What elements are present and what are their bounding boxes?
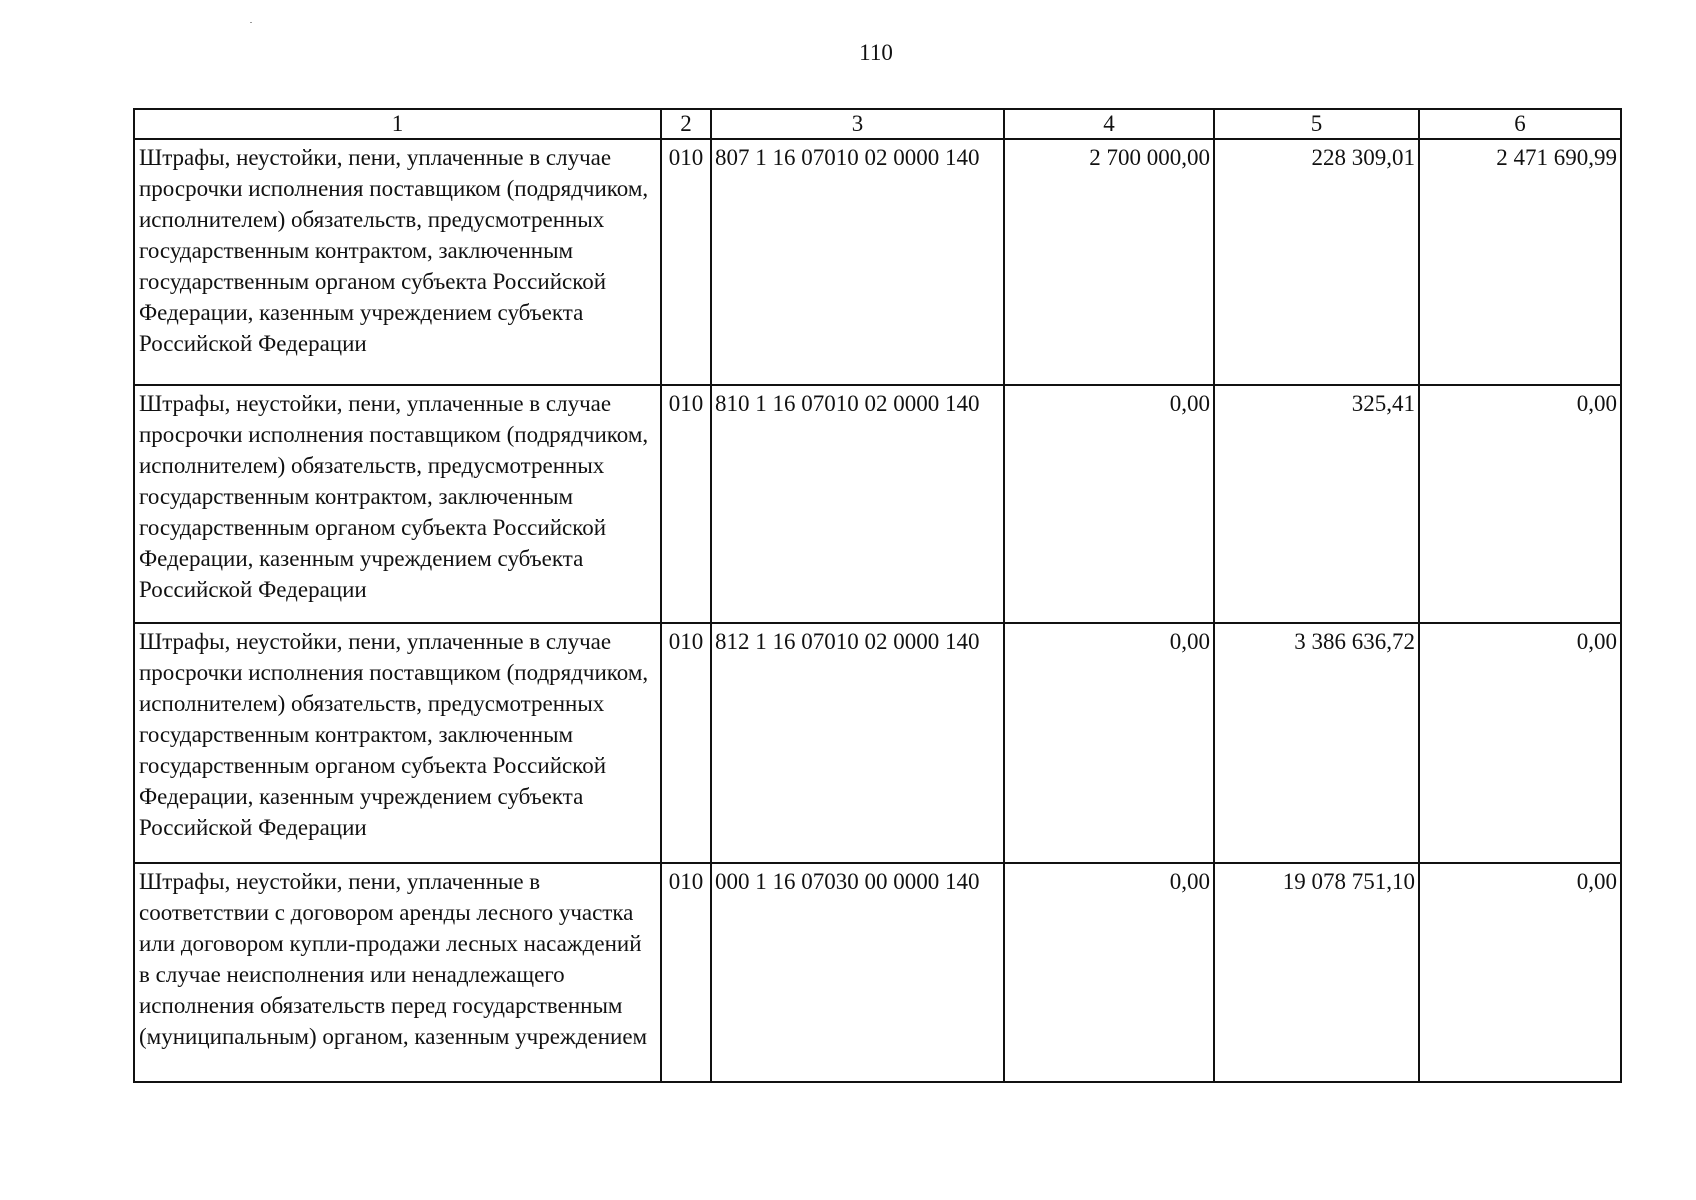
row-name: Штрафы, неустойки, пени, уплаченные в случае просрочки исполнения поставщиком (подрядчиком, исполнителем) обязательств, предусмотренных государственным контрактом, заключенным государственным органом субъекта Российской Федерации, казенным учреждением субъекта Российской Федерации bbox=[134, 139, 661, 385]
row-col6: 0,00 bbox=[1419, 623, 1621, 863]
row-name: Штрафы, неустойки, пени, уплаченные в случае просрочки исполнения поставщиком (подрядчиком, исполнителем) обязательств, предусмотренных государственным контрактом, заключенным государственным органом субъекта Российской Федерации, казенным учреждением субъекта Российской Федерации bbox=[134, 385, 661, 623]
table-row bbox=[134, 863, 1621, 1082]
header-col-2: 2 bbox=[661, 109, 711, 139]
row-kbk: 000 1 16 07030 00 0000 140 bbox=[711, 863, 1004, 1082]
row-kbk: 812 1 16 07010 02 0000 140 bbox=[711, 623, 1004, 863]
table-row bbox=[134, 385, 1621, 623]
revenue-table bbox=[133, 108, 1622, 1083]
row-kbk: 807 1 16 07010 02 0000 140 bbox=[711, 139, 1004, 385]
row-col5: 228 309,01 bbox=[1214, 139, 1419, 385]
header-col-4: 4 bbox=[1004, 109, 1214, 139]
row-col5: 19 078 751,10 bbox=[1214, 863, 1419, 1082]
header-col-3: 3 bbox=[711, 109, 1004, 139]
row-col5: 325,41 bbox=[1214, 385, 1419, 623]
row-col4: 0,00 bbox=[1004, 623, 1214, 863]
row-col5: 3 386 636,72 bbox=[1214, 623, 1419, 863]
row-col4: 2 700 000,00 bbox=[1004, 139, 1214, 385]
scan-speck bbox=[250, 22, 252, 23]
row-name: Штрафы, неустойки, пени, уплаченные в случае просрочки исполнения поставщиком (подрядчиком, исполнителем) обязательств, предусмотренных государственным контрактом, заключенным государственным органом субъекта Российской Федерации, казенным учреждением субъекта Российской Федерации bbox=[134, 623, 661, 863]
table-row bbox=[134, 139, 1621, 385]
row-code: 010 bbox=[661, 623, 711, 863]
row-col6: 0,00 bbox=[1419, 385, 1621, 623]
row-code: 010 bbox=[661, 863, 711, 1082]
row-kbk: 810 1 16 07010 02 0000 140 bbox=[711, 385, 1004, 623]
row-name: Штрафы, неустойки, пени, уплаченные в соответствии с договором аренды лесного участка или договором купли-продажи лесных насаждений в случае неисполнения или ненадлежащего исполнения обязательств перед государственным (муниципальным) органом, казенным учреждением bbox=[134, 863, 661, 1082]
row-code: 010 bbox=[661, 139, 711, 385]
row-col4: 0,00 bbox=[1004, 863, 1214, 1082]
table-row bbox=[134, 623, 1621, 863]
page-number: 110 bbox=[859, 40, 893, 65]
header-col-6: 6 bbox=[1419, 109, 1621, 139]
row-code: 010 bbox=[661, 385, 711, 623]
row-col6: 2 471 690,99 bbox=[1419, 139, 1621, 385]
row-col6: 0,00 bbox=[1419, 863, 1621, 1082]
header-row bbox=[134, 109, 1621, 139]
header-col-1: 1 bbox=[134, 109, 661, 139]
header-col-5: 5 bbox=[1214, 109, 1419, 139]
row-col4: 0,00 bbox=[1004, 385, 1214, 623]
